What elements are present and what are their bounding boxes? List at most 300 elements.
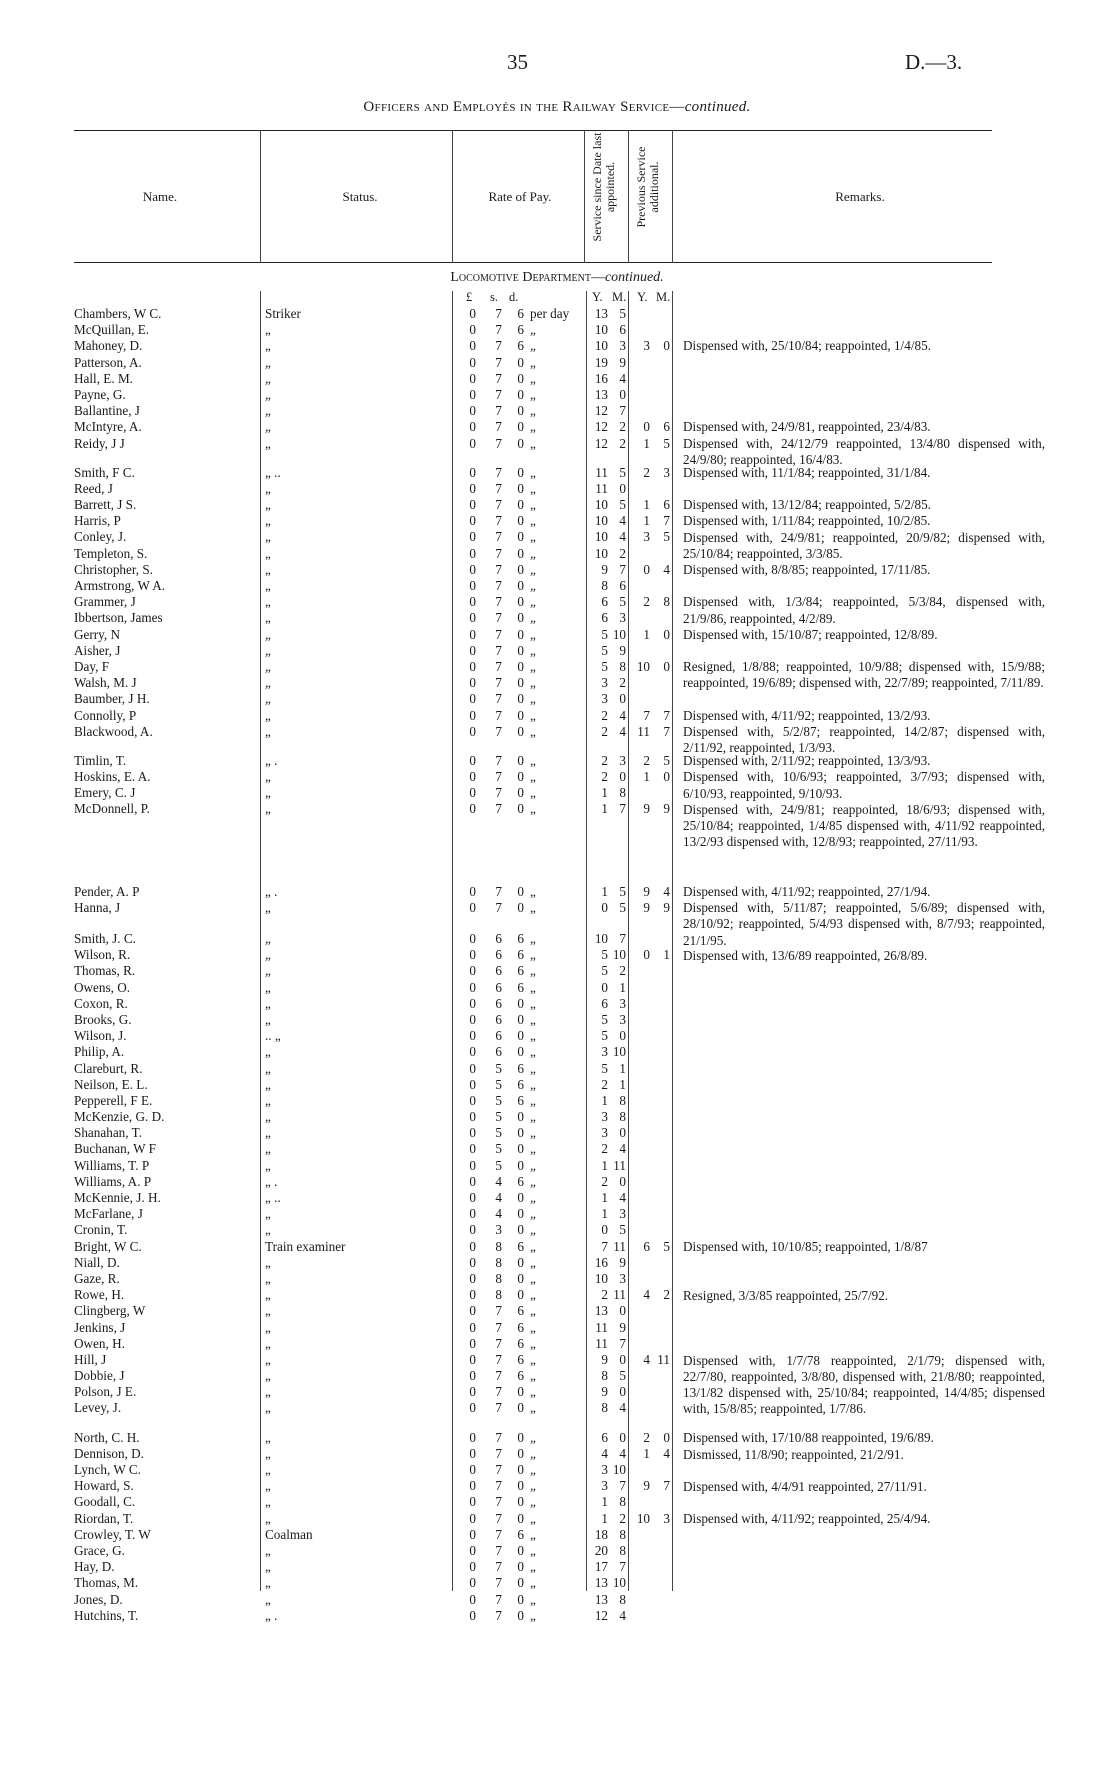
service-years: 16 — [594, 1254, 608, 1270]
previous-years: 2 — [643, 464, 650, 480]
previous-months — [650, 610, 670, 626]
table-row-status: „ . — [265, 1173, 278, 1189]
pay-pence: 0 — [517, 691, 524, 707]
service-years: 2 — [601, 723, 608, 739]
pay-pounds: 0 — [469, 610, 476, 626]
service-months: 8 — [619, 1109, 626, 1125]
pay-shillings: 7 — [495, 658, 502, 674]
previous-years — [632, 963, 650, 979]
unit-months: M. — [612, 290, 627, 304]
service-years: 20 — [594, 1542, 608, 1558]
pay-shillings: 7 — [495, 497, 502, 513]
pay-unit: „ — [530, 1445, 536, 1461]
pay-pence: 6 — [517, 1173, 524, 1189]
previous-months — [650, 387, 670, 403]
service-years: 5 — [601, 1028, 608, 1044]
previous-months — [650, 996, 670, 1012]
service-months: 0 — [619, 1125, 626, 1141]
previous-months: 9 — [663, 801, 670, 817]
service-years: 13 — [594, 386, 608, 402]
table-row-name: Conley, J. — [74, 529, 127, 545]
pay-pounds: 0 — [469, 691, 476, 707]
pay-pence: 0 — [517, 1445, 524, 1461]
service-years: 11 — [595, 464, 608, 480]
remark-entry: Dispensed with, 24/9/81; reappointed, 18/6/93; dispensed with, 25/10/84; reappointed, 1/4/85 dispensed with, 4/11/92 reappointed, 13/2/93 dispensed with, 12/8/93; reappointed, 27/11/93. — [683, 801, 1045, 850]
pay-pounds: 0 — [469, 979, 476, 995]
previous-months: 6 — [663, 419, 670, 435]
service-years: 19 — [594, 354, 608, 370]
pay-shillings: 8 — [495, 1270, 502, 1286]
service-months: 8 — [619, 1494, 626, 1510]
table-row-status: „ — [265, 1060, 271, 1076]
pay-unit: „ — [530, 1591, 536, 1607]
service-years: 2 — [601, 1287, 608, 1303]
service-years: 9 — [601, 1384, 608, 1400]
pay-shillings: 7 — [495, 386, 502, 402]
service-months: 9 — [619, 1319, 626, 1335]
pay-pounds: 0 — [469, 464, 476, 480]
table-row-name: Clingberg, W — [74, 1303, 146, 1319]
table-row-status: „ — [265, 403, 271, 419]
previous-months — [650, 1109, 670, 1125]
service-months: 2 — [619, 435, 626, 451]
previous-months — [650, 643, 670, 659]
pay-unit: „ — [530, 1303, 536, 1319]
previous-years — [632, 1158, 650, 1174]
unit-months: M. — [656, 290, 671, 304]
previous-months — [650, 306, 670, 322]
previous-months — [650, 546, 670, 562]
service-years: 10 — [594, 529, 608, 545]
pay-pounds: 0 — [469, 545, 476, 561]
table-row-name: Reed, J — [74, 480, 113, 496]
table-row-status: „ — [265, 1109, 271, 1125]
pay-unit: „ — [530, 338, 536, 354]
pay-unit: „ — [530, 1270, 536, 1286]
service-years: 5 — [601, 947, 608, 963]
previous-months — [650, 1320, 670, 1336]
service-years: 1 — [601, 1510, 608, 1526]
pay-shillings: 7 — [495, 1607, 502, 1623]
pay-unit: „ — [530, 513, 536, 529]
table-row-status: „ — [265, 1270, 271, 1286]
pay-shillings: 7 — [495, 1462, 502, 1477]
table-row-name: Dobbie, J — [74, 1368, 125, 1384]
column-header-previous-service: Previous Service additional. — [634, 146, 661, 228]
table-row-status: „ — [265, 354, 271, 370]
pay-pounds: 0 — [469, 1125, 476, 1141]
table-row-name: Hill, J — [74, 1351, 107, 1367]
table-row-status: „ — [265, 545, 271, 561]
pay-shillings: 7 — [495, 594, 502, 610]
previous-months — [650, 1527, 670, 1543]
table-row-name: Polson, J E. — [74, 1384, 137, 1400]
pay-unit: „ — [530, 464, 536, 480]
service-years: 0 — [601, 1222, 608, 1238]
remark-entry: Dispensed with, 17/10/88 reappointed, 19/6/89. — [683, 1430, 934, 1446]
pay-unit: „ — [530, 610, 536, 626]
pay-pounds: 0 — [469, 594, 476, 610]
column-divider — [672, 130, 673, 263]
pay-unit: „ — [530, 1351, 536, 1367]
table-row-name: McDonnell, P. — [74, 801, 150, 817]
pay-pence: 0 — [517, 1011, 524, 1027]
previous-months — [650, 691, 670, 707]
previous-years — [632, 387, 650, 403]
pay-pounds: 0 — [469, 1206, 476, 1222]
pay-unit: „ — [530, 723, 536, 739]
service-months: 8 — [619, 1526, 626, 1542]
pay-pounds: 0 — [469, 306, 476, 321]
previous-years — [632, 691, 650, 707]
previous-years — [632, 1061, 650, 1077]
pay-shillings: 7 — [495, 480, 502, 496]
pay-unit: „ — [530, 1510, 536, 1526]
pay-pence: 0 — [517, 594, 524, 610]
pay-shillings: 6 — [495, 1028, 502, 1044]
pay-pounds: 0 — [469, 480, 476, 496]
pay-unit: „ — [530, 1092, 536, 1108]
previous-months: 0 — [663, 338, 670, 354]
pay-unit: „ — [530, 691, 536, 707]
table-row-name: Williams, A. P — [74, 1173, 152, 1189]
service-years: 9 — [601, 561, 608, 577]
pay-pence: 0 — [517, 1559, 524, 1575]
service-months: 3 — [619, 1270, 626, 1286]
pay-unit: „ — [530, 1206, 536, 1222]
table-row-status: „ — [265, 1092, 271, 1108]
service-months: 3 — [619, 338, 626, 354]
previous-years — [632, 1559, 650, 1575]
pay-unit: „ — [530, 1060, 536, 1076]
table-row-status: „ .. — [265, 464, 281, 480]
pay-unit: „ — [530, 561, 536, 577]
pay-unit: „ — [530, 545, 536, 561]
previous-months — [650, 1271, 670, 1287]
previous-years — [632, 996, 650, 1012]
pay-shillings: 7 — [495, 1575, 502, 1591]
table-row-status: „ — [265, 338, 271, 354]
pay-unit: „ — [530, 497, 536, 513]
pay-shillings: 7 — [495, 899, 502, 915]
service-months: 2 — [619, 675, 626, 691]
service-months: 4 — [619, 1190, 626, 1205]
pay-pence: 0 — [517, 642, 524, 658]
pay-shillings: 6 — [495, 931, 502, 946]
table-row-status: Striker — [265, 306, 301, 321]
table-row-name: Pender, A. P — [74, 883, 140, 899]
service-years: 2 — [601, 752, 608, 768]
previous-years — [632, 1384, 650, 1400]
unit-pounds: £ — [466, 290, 473, 304]
pay-pence: 0 — [517, 435, 524, 451]
previous-months — [650, 1462, 670, 1478]
service-months: 8 — [619, 1542, 626, 1558]
pay-shillings: 7 — [495, 1445, 502, 1461]
previous-years — [632, 1222, 650, 1238]
previous-months — [650, 1368, 670, 1384]
pay-shillings: 7 — [495, 1319, 502, 1335]
previous-months — [650, 1125, 670, 1141]
unit-shillings: s. — [490, 290, 498, 304]
table-row-name: Dennison, D. — [74, 1445, 144, 1461]
table-row-name: North, C. H. — [74, 1429, 140, 1445]
pay-pence: 6 — [517, 1076, 524, 1092]
pay-pence: 0 — [517, 785, 524, 801]
pay-pence: 0 — [517, 529, 524, 545]
service-months: 4 — [619, 723, 626, 739]
service-months: 7 — [619, 801, 626, 817]
service-months: 0 — [619, 1351, 626, 1367]
table-row-status: „ — [265, 419, 271, 435]
table-row-name: Chambers, W C. — [74, 306, 162, 321]
table-row-status: „ — [265, 1011, 271, 1027]
pay-unit: „ — [530, 675, 536, 691]
pay-unit: „ — [530, 386, 536, 402]
remark-entry: Dispensed with, 10/6/93; reappointed, 3/7/93; dispensed with, 6/10/93, reappointed, 9/10/93. — [683, 769, 1045, 801]
table-row-name: Day, F — [74, 658, 110, 674]
pay-shillings: 7 — [495, 529, 502, 545]
previous-years — [632, 785, 650, 801]
pay-pounds: 0 — [469, 1141, 476, 1157]
previous-months — [650, 1608, 670, 1624]
previous-years: 1 — [643, 769, 650, 785]
pay-shillings: 7 — [495, 354, 502, 370]
table-row-name: Barrett, J S. — [74, 497, 137, 513]
column-divider — [672, 291, 673, 1591]
previous-years — [632, 1400, 650, 1416]
previous-years: 9 — [643, 801, 650, 817]
pay-shillings: 7 — [495, 883, 502, 899]
table-row-name: Levey, J. — [74, 1400, 122, 1416]
service-months: 4 — [619, 513, 626, 529]
remark-entry: Dispensed with, 4/11/92; reappointed, 25/4/94. — [683, 1511, 931, 1527]
remark-entry: Dispensed with, 24/9/81, reappointed, 23/4/83. — [683, 419, 931, 435]
pay-pence: 0 — [517, 1478, 524, 1494]
table-row-name: Niall, D. — [74, 1254, 120, 1270]
pay-pounds: 0 — [469, 947, 476, 963]
service-months: 10 — [612, 947, 626, 963]
pay-pounds: 0 — [469, 899, 476, 915]
previous-months — [650, 322, 670, 338]
previous-years — [632, 1255, 650, 1271]
table-row-name: Philip, A. — [74, 1044, 125, 1060]
pay-pence: 0 — [517, 1384, 524, 1400]
table-row-status: „ — [265, 1559, 271, 1575]
service-years: 1 — [601, 1494, 608, 1510]
previous-months — [650, 1303, 670, 1319]
pay-unit: „ — [530, 1542, 536, 1558]
table-row-name: Reidy, J J — [74, 435, 125, 451]
service-months: 0 — [619, 769, 626, 785]
previous-years: 11 — [637, 723, 650, 739]
pay-pounds: 0 — [469, 1429, 476, 1445]
table-row-status: „ — [265, 1141, 271, 1157]
previous-years — [632, 1028, 650, 1044]
service-years: 2 — [601, 1173, 608, 1189]
table-row-status: „ — [265, 1351, 271, 1367]
service-years: 8 — [601, 1400, 608, 1416]
pay-pence: 0 — [517, 1591, 524, 1607]
pay-pounds: 0 — [469, 561, 476, 577]
pay-pence: 0 — [517, 1429, 524, 1445]
pay-pence: 0 — [517, 1494, 524, 1510]
table-row-name: Rowe, H. — [74, 1287, 125, 1303]
shillings-column — [486, 306, 502, 1624]
previous-years: 3 — [643, 338, 650, 354]
service-months: 8 — [619, 785, 626, 801]
pay-pounds: 0 — [469, 1526, 476, 1542]
pay-shillings: 6 — [495, 963, 502, 979]
previous-months — [650, 1190, 670, 1206]
remark-entry: Resigned, 3/3/85 reappointed, 25/7/92. — [683, 1287, 889, 1303]
pay-pence: 6 — [517, 1303, 524, 1319]
pay-pounds: 0 — [469, 578, 476, 593]
pay-shillings: 7 — [495, 1510, 502, 1526]
table-row-status: „ — [265, 480, 271, 496]
previous-years — [632, 1575, 650, 1591]
column-divider — [584, 130, 585, 263]
pay-pounds: 0 — [469, 642, 476, 658]
table-row-name: McKennie, J. H. — [74, 1190, 161, 1205]
pay-pounds: 0 — [469, 1542, 476, 1558]
service-months: 10 — [612, 1044, 626, 1060]
previous-months — [650, 1077, 670, 1093]
service-years: 1 — [601, 1157, 608, 1173]
previous-months — [650, 1255, 670, 1271]
pay-pounds: 0 — [469, 1076, 476, 1092]
pay-pounds: 0 — [469, 1494, 476, 1510]
table-row-name: Armstrong, W A. — [74, 578, 166, 593]
pay-pounds: 0 — [469, 529, 476, 545]
pay-pounds: 0 — [469, 1287, 476, 1303]
table-row-name: Templeton, S. — [74, 545, 148, 561]
pay-pence: 0 — [517, 723, 524, 739]
previous-months — [650, 980, 670, 996]
pay-unit: „ — [530, 1044, 536, 1060]
pay-pounds: 0 — [469, 1319, 476, 1335]
table-row-name: Hoskins, E. A. — [74, 769, 151, 785]
previous-months: 5 — [663, 752, 670, 768]
unit-years: Y. — [637, 290, 648, 304]
previous-years: 10 — [636, 658, 650, 674]
table-row-status: „ — [265, 529, 271, 545]
service-years: 17 — [594, 1559, 608, 1575]
pay-unit: „ — [530, 1319, 536, 1335]
pay-shillings: 7 — [495, 785, 502, 801]
table-row-name: Owens, O. — [74, 979, 131, 995]
pay-unit: „ — [530, 1335, 536, 1351]
previous-years — [632, 675, 650, 691]
pay-unit: „ — [530, 1125, 536, 1141]
previous-years: 6 — [643, 1238, 650, 1254]
service-months: 5 — [619, 306, 626, 321]
table-row-name: McFarlane, J — [74, 1206, 143, 1222]
service-months: 8 — [619, 1092, 626, 1108]
pay-unit: „ — [530, 642, 536, 658]
service-years: 1 — [601, 1092, 608, 1108]
previous-years — [632, 371, 650, 387]
previous-months: 5 — [663, 1238, 670, 1254]
service-months: 8 — [619, 1591, 626, 1607]
service-months: 5 — [619, 1222, 626, 1238]
pay-pence: 0 — [517, 752, 524, 768]
table-row-status: „ — [265, 723, 271, 739]
remark-entry: Dispensed with, 5/2/87; reappointed, 14/2/87; dispensed with, 2/11/92, reappointed, 1/3/93. — [683, 724, 1045, 756]
pay-shillings: 8 — [495, 1238, 502, 1254]
service-months: 5 — [619, 883, 626, 899]
service-months: 7 — [619, 561, 626, 577]
pay-unit: „ — [530, 979, 536, 995]
table-row-status: „ — [265, 561, 271, 577]
table-row-name: Thomas, M. — [74, 1575, 139, 1591]
previous-months — [650, 1093, 670, 1109]
pay-shillings: 7 — [495, 707, 502, 723]
service-months: 0 — [619, 386, 626, 402]
service-months: 5 — [619, 899, 626, 915]
pay-shillings: 7 — [495, 1542, 502, 1558]
pay-shillings: 7 — [495, 626, 502, 642]
pay-pounds: 0 — [469, 883, 476, 899]
previous-years — [632, 1527, 650, 1543]
pay-pounds: 0 — [469, 626, 476, 642]
service-years: 2 — [601, 707, 608, 723]
service-years: 5 — [601, 963, 608, 979]
table-row-name: Neilson, E. L. — [74, 1076, 148, 1092]
previous-years: 1 — [643, 626, 650, 642]
pay-unit: „ — [530, 785, 536, 801]
service-months: 6 — [619, 322, 626, 338]
previous-months — [650, 371, 670, 387]
pay-pence: 0 — [517, 1542, 524, 1558]
pay-pounds: 0 — [469, 1060, 476, 1076]
table-row-status: „ — [265, 578, 271, 593]
table-row-name: Payne, G. — [74, 386, 126, 402]
pay-shillings: 7 — [495, 769, 502, 785]
table-row-status: .. „ — [265, 1028, 281, 1044]
previous-months — [650, 1174, 670, 1190]
pay-pounds: 0 — [469, 1028, 476, 1044]
table-row-name: Jones, D. — [74, 1591, 123, 1607]
service-years: 3 — [601, 1478, 608, 1494]
pay-shillings: 6 — [495, 947, 502, 963]
service-years-column — [588, 306, 608, 1624]
service-years: 8 — [601, 1368, 608, 1384]
pay-pence: 0 — [517, 769, 524, 785]
pay-pence: 0 — [517, 480, 524, 496]
table-row-status: „ — [265, 370, 271, 386]
pay-shillings: 7 — [495, 1591, 502, 1607]
pay-shillings: 7 — [495, 1335, 502, 1351]
pay-pence: 6 — [517, 322, 524, 338]
pay-pence: 0 — [517, 658, 524, 674]
column-divider — [452, 130, 453, 263]
previous-months: 7 — [663, 1478, 670, 1494]
pay-pounds: 0 — [469, 513, 476, 529]
remark-entry: Dispensed with, 2/11/92; reappointed, 13/3/93. — [683, 753, 931, 769]
table-row-status: „ — [265, 1445, 271, 1461]
header-rule-top — [74, 130, 992, 131]
table-row-status: „ — [265, 386, 271, 402]
table-row-name: Harris, P — [74, 513, 121, 529]
pay-pence: 0 — [517, 801, 524, 817]
table-row-status: „ . — [265, 1607, 278, 1623]
service-years: 3 — [601, 1109, 608, 1125]
service-months: 7 — [619, 403, 626, 419]
table-row-name: Goodall, C. — [74, 1494, 136, 1510]
pay-pence: 0 — [517, 1222, 524, 1238]
service-months: 7 — [619, 1335, 626, 1351]
